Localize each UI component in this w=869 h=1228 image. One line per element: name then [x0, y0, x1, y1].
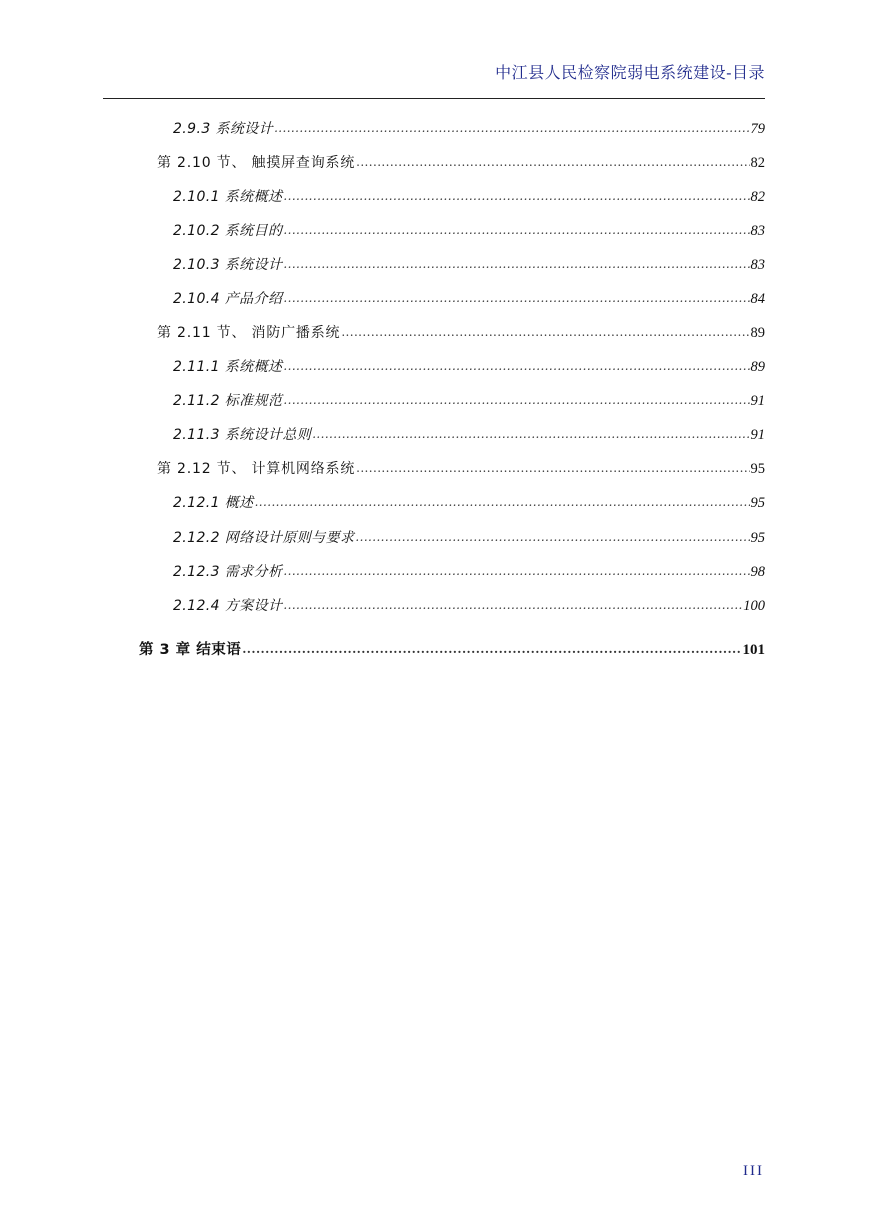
toc-entry-page: 101 [742, 642, 765, 658]
toc-entry-page: 91 [750, 427, 765, 443]
toc-entry[interactable] [173, 595, 765, 617]
toc-dot-leader [312, 426, 749, 442]
toc-entry-label: 2.11.2 标准规范 [173, 393, 283, 409]
toc-dot-leader [283, 290, 749, 306]
toc-entry[interactable] [173, 118, 765, 140]
toc-entry-label: 2.12.1 概述 [173, 495, 254, 511]
toc-entry-label: 2.10.3 系统设计 [173, 257, 283, 273]
toc-entry-page: 83 [750, 257, 765, 273]
toc-entry-label: 第 2.11 节、 消防广播系统 [157, 325, 341, 341]
toc-dot-leader [283, 188, 749, 204]
toc-entry[interactable] [173, 424, 765, 446]
toc-entry-page: 95 [750, 495, 765, 511]
toc-entry[interactable] [157, 458, 765, 480]
toc-entry-label: 2.10.1 系统概述 [173, 189, 283, 205]
toc-dot-leader [283, 222, 749, 238]
toc-entry-chapter[interactable] [139, 638, 765, 660]
toc-entry-label: 第 2.12 节、 计算机网络系统 [157, 461, 356, 477]
toc-entry-page: 82 [750, 189, 765, 205]
toc-entry-label: 第 2.10 节、 触摸屏查询系统 [157, 155, 356, 171]
toc-entry[interactable] [173, 288, 765, 310]
toc-entry-page: 95 [750, 530, 765, 546]
toc-entry[interactable] [173, 561, 765, 583]
toc-entry[interactable] [173, 390, 765, 412]
toc-dot-leader [341, 324, 749, 340]
toc-entry[interactable] [157, 322, 765, 344]
toc-dot-leader [356, 460, 749, 476]
toc-dot-leader [255, 494, 750, 510]
toc-dot-leader [356, 154, 749, 170]
toc-entry-page: 82 [750, 155, 765, 171]
toc-dot-leader [242, 639, 741, 657]
toc-entry-label: 2.12.3 需求分析 [173, 564, 283, 580]
toc-entry-label: 2.11.3 系统设计总则 [173, 427, 312, 443]
toc-entry-label: 2.10.2 系统目的 [173, 223, 283, 239]
toc-entry[interactable] [173, 220, 765, 242]
document-header-title: 中江县人民检察院弱电系统建设-目录 [495, 63, 765, 82]
toc-entry-page: 79 [750, 121, 765, 137]
toc-entry-label: 2.12.2 网络设计原则与要求 [173, 530, 355, 546]
toc-dot-leader [283, 358, 749, 374]
toc-entry-page: 89 [750, 359, 765, 375]
toc-entry[interactable] [173, 492, 765, 514]
toc-dot-leader [283, 597, 742, 613]
toc-entry[interactable] [173, 254, 765, 276]
toc-entry[interactable] [173, 356, 765, 378]
toc-dot-leader [283, 256, 749, 272]
toc-entry-page: 91 [750, 393, 765, 409]
toc-entry-label: 2.10.4 产品介绍 [173, 291, 283, 307]
toc-dot-leader [274, 120, 749, 136]
toc-entry-page: 100 [743, 598, 765, 614]
toc-entry[interactable] [173, 186, 765, 208]
toc-entry[interactable] [173, 527, 765, 549]
toc-entry-label: 第 3 章 结束语 [139, 642, 242, 658]
toc-entry-page: 84 [750, 291, 765, 307]
toc-entry-page: 98 [750, 564, 765, 580]
toc-dot-leader [355, 529, 749, 545]
page-number: III [743, 1163, 764, 1179]
header-divider [103, 98, 765, 99]
toc-dot-leader [283, 563, 749, 579]
toc-entry-label: 2.9.3 系统设计 [173, 121, 274, 137]
toc-dot-leader [283, 392, 749, 408]
toc-entry-page: 95 [750, 461, 765, 477]
toc-entry[interactable] [157, 152, 765, 174]
toc-entry-label: 2.11.1 系统概述 [173, 359, 283, 375]
toc-entry-label: 2.12.4 方案设计 [173, 598, 283, 614]
toc-entry-page: 83 [750, 223, 765, 239]
toc-entry-page: 89 [750, 325, 765, 341]
